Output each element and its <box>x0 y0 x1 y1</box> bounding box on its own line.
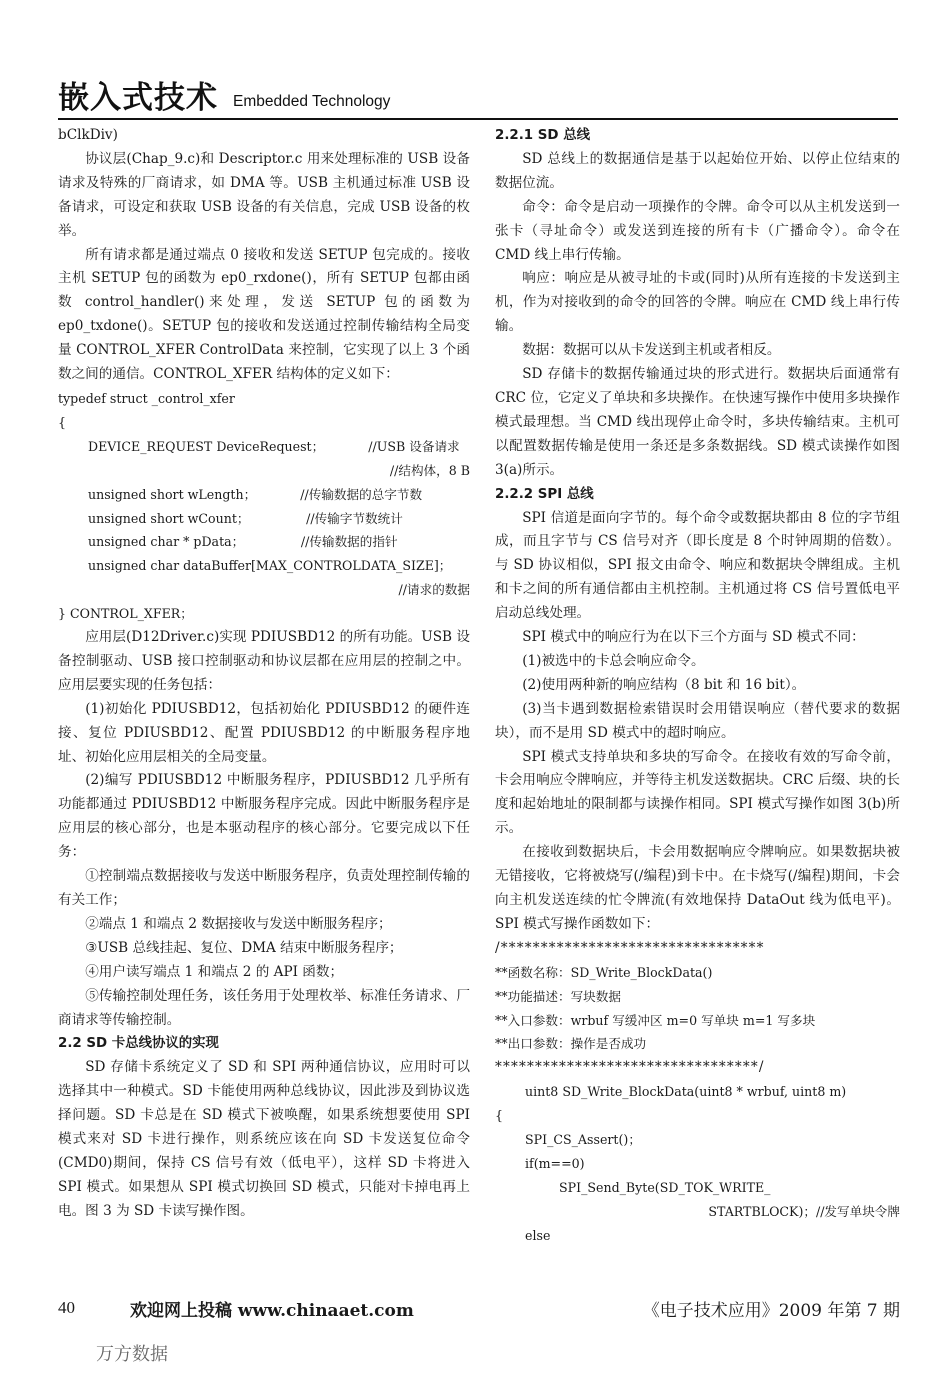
journal-title-cn: 嵌入式技术 <box>58 80 218 116</box>
paragraph: ②端点 1 和端点 2 数据接收与发送中断服务程序； <box>85 915 392 932</box>
paragraph: (2)编写 PDIUSBD12 中断服务程序，PDIUSBD12 几乎所有功能都通过 PDIUSBD12 中断服务程序完成。因此中断服务程序是应用层的核心部分，也是本驱动程序的核心部分。它要完成以下任务： <box>58 772 470 861</box>
comment-border: *********************************/ <box>495 1059 765 1076</box>
paragraph: 协议层(Chap_9.c)和 Descriptor.c 用来处理标准的 USB 设备请求及特殊的厂商请求，如 DMA 等。USB 主机通过标准 USB 设备请求，可设定和获取 USB 设备的有关信息，完成 USB 设备的枚举。 <box>58 150 470 239</box>
code-line: { <box>495 1108 504 1124</box>
code-line: else <box>525 1227 551 1243</box>
code-comment: //请求的数据 <box>398 582 470 598</box>
paragraph: (1)初始化 PDIUSBD12，包括初始化 PDIUSBD12 的硬件连接、复位 PDIUSBD12、配置 PDIUSBD12 的中断服务程序地址、初始化应用层相关的全局变量。 <box>58 700 470 765</box>
paragraph: (2)使用两种新的响应结构（8 bit 和 16 bit）。 <box>522 676 806 693</box>
left-column <box>58 124 470 1224</box>
code-line: uint8 SD_Write_BlockData(uint8 * wrbuf, uint8 m) <box>525 1084 847 1100</box>
code-comment: STARTBLOCK)；//发写单块令牌 <box>708 1203 900 1219</box>
code-line: unsigned char * pData； //传输数据的指针 <box>88 534 398 550</box>
code-line: SPI_CS_Assert()； <box>525 1132 641 1148</box>
paragraph: (3)当卡遇到数据检索错误时会用错误响应（替代要求的数据块），而不是用 SD 模式中的超时响应。 <box>495 700 900 741</box>
journal-title-en: Embedded Technology <box>233 93 391 110</box>
database-watermark: 万方数据 <box>96 1344 168 1365</box>
section-heading: 2.2.2 SPI 总线 <box>495 486 594 502</box>
comment-border: /********************************* <box>495 939 765 956</box>
page-footer <box>58 1296 900 1324</box>
paragraph: 在接收到数据块后，卡会用数据响应令牌响应。如果数据块被无错接收，它将被烧写(/编程)到卡中。在卡烧写(/编程)期间，卡会向主机发送连续的忙令牌流(有效地保持 DataOut 线为低电平)。SPI 模式写操作函数如下： <box>495 844 900 932</box>
paragraph: 所有请求都是通过端点 0 接收和发送 SETUP 包完成的。接收主机 SETUP 包的函数为 ep0_rxdone()，所有 SETUP 包都由函数 control_handler()来处理，发送 SETUP 包的函数为 ep0_txdone()。SETUP 包的接收和发送通过控制传输结构全局变量 CONTROL_XFER ControlData 来控制，它实现了以上 3 个函数之间的通信。CONTROL_XFER 结构体的定义如下： <box>58 246 470 383</box>
code-line: **函数名称：SD_Write_BlockData() <box>495 964 713 980</box>
paragraph: 应用层(D12Driver.c)实现 PDIUSBD12 的所有功能。USB 设备控制驱动、USB 接口控制驱动和协议层都在应用层的控制之中。应用层要实现的任务包括： <box>58 629 470 693</box>
code-comment: //结构体，8 B <box>389 462 470 478</box>
submission-site: 欢迎网上投稿 www.chinaaet.com <box>130 1301 414 1321</box>
code-line: unsigned short wLength； //传输数据的总字节数 <box>88 486 423 502</box>
paragraph: 命令：命令是启动一项操作的令牌。命令可以从主机发送到一张卡（寻址命令）或发送到连接的所有卡（广播命令）。命令在 CMD 线上串行传输。 <box>495 198 900 263</box>
code-line: typedef struct _control_xfer <box>58 390 235 406</box>
code-line: **功能描述：写块数据 <box>495 988 621 1004</box>
right-column <box>495 124 900 1248</box>
code-line: { <box>58 414 67 430</box>
paragraph: ③USB 总线挂起、复位、DMA 结束中断服务程序； <box>85 939 403 956</box>
paragraph: SPI 模式中的响应行为在以下三个方面与 SD 模式不同： <box>522 629 865 646</box>
journal-issue: 《电子技术应用》2009 年第 7 期 <box>642 1301 900 1321</box>
code-line: DEVICE_REQUEST DeviceRequest； //USB 设备请求 <box>88 438 460 454</box>
code-line: SPI_Send_Byte(SD_TOK_WRITE_ <box>559 1179 771 1195</box>
paragraph: 数据：数据可以从卡发送到主机或者相反。 <box>522 342 781 359</box>
paragraph: ④用户读写端点 1 和端点 2 的 API 函数； <box>85 963 344 980</box>
paragraph: SPI 信道是面向字节的。每个命令或数据块都由 8 位的字节组成，而且字节与 CS 信号对齐（即长度是 8 个时钟周期的倍数）。与 SD 协议相似，SPI 报文由命令、响应和数据块令牌组成。主机和卡之间的所有通信都由主机控制。主机通过将 CS 信号置低电平启动总线处理。 <box>495 509 900 622</box>
journal-header <box>58 78 898 118</box>
paragraph: SD 总线上的数据通信是基于以起始位开始、以停止位结束的数据位流。 <box>495 150 900 191</box>
code-line: **入口参数：wrbuf 写缓冲区 m=0 写单块 m=1 写多块 <box>495 1012 816 1028</box>
paragraph: SD 存储卡的数据传输通过块的形式进行。数据块后面通常有 CRC 位，它定义了单块和多块操作。在快速写操作中使用多块操作模式最理想。当 CMD 线出现停止命令时，多块传输结束。主机可以配置数据传输是使用一条还是多条数据线。SD 模式读操作如图 3(a)所示。 <box>495 366 900 478</box>
code-line: **出口参数：操作是否成功 <box>495 1036 647 1052</box>
code-line: if(m==0) <box>525 1155 585 1171</box>
text-line: bClkDiv) <box>58 127 118 143</box>
paragraph: 响应：响应是从被寻址的卡或(同时)从所有连接的卡发送到主机，作为对接收到的命令的回答的令牌。响应在 CMD 线上串行传输。 <box>495 270 900 335</box>
header-rule <box>58 118 898 120</box>
code-line: unsigned short wCount； //传输字节数统计 <box>88 510 403 526</box>
code-line: unsigned char dataBuffer[MAX_CONTROLDATA_SIZE]； <box>88 558 452 574</box>
page-number: 40 <box>58 1298 75 1317</box>
code-line: } CONTROL_XFER； <box>58 606 193 622</box>
paragraph: (1)被选中的卡总会响应命令。 <box>522 652 705 669</box>
paragraph: ①控制端点数据接收与发送中断服务程序，负责处理控制传输的有关工作； <box>58 868 470 908</box>
section-heading: 2.2 SD 卡总线协议的实现 <box>58 1036 219 1052</box>
paragraph: SD 存储卡系统定义了 SD 和 SPI 两种通信协议，应用时可以选择其中一种模式。SD 卡能使用两种总线协议，因此涉及到协议选择问题。SD 卡总是在 SD 模式下被唤醒，如果系统想要使用 SPI 模式来对 SD 卡进行操作，则系统应该在向 SD 卡发送复位命令(CMD0)期间，保持 CS 信号有效（低电平），这样 SD 卡将进入 SPI 模式。如果想从 SPI 模式切换回 SD 模式，只能对卡掉电再上电。图 3 为 SD 卡读写操作图。 <box>58 1059 470 1219</box>
section-heading: 2.2.1 SD 总线 <box>495 128 590 143</box>
paragraph: SPI 模式支持单块和多块的写命令。在接收有效的写命令前，卡会用响应令牌响应，并等待主机发送数据块。CRC 后缀、块的长度和起始地址的限制都与读操作相同。SPI 模式写操作如图 3(b)所示。 <box>495 748 900 837</box>
paragraph: ⑤传输控制处理任务，该任务用于处理枚举、标准任务请求、厂商请求等传输控制。 <box>58 987 470 1028</box>
